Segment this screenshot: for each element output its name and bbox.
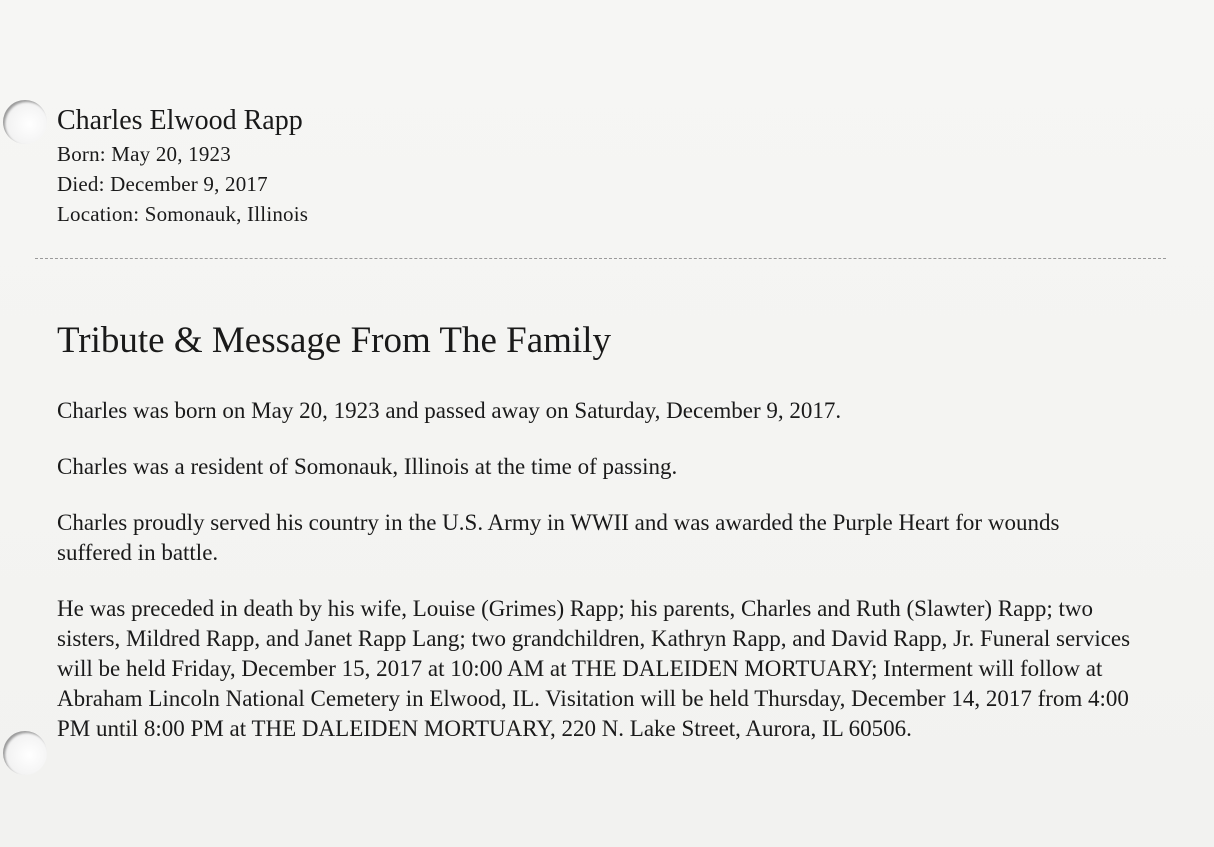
tribute-paragraph-birth: Charles was born on May 20, 1923 and passed away on Saturday, December 9, 2017.: [57, 398, 842, 423]
section-divider: [35, 258, 1166, 259]
tribute-paragraph-residence: Charles was a resident of Somonauk, Illinois at the time of passing.: [57, 454, 678, 479]
tribute-paragraph-family-services: He was preceded in death by his wife, Louise (Grimes) Rapp; his parents, Charles and Ruth (Slawter) Rapp; two sisters, Mildred Rapp, and Janet Rapp Lang; two grandchildren, Kathryn Rapp, and David Rapp, Jr. Funeral services will be held Friday, December 15, 2017 at 10:00 AM at THE DALEIDEN MORTUARY; Interment will follow at Abraham Lincoln National Cemetery in Elwood, IL. Visitation will be held Thursday, December 14, 2017 from 4:00 PM until 8:00 PM at THE DALEIDEN MORTUARY, 220 N. Lake Street, Aurora, IL 60506.: [57, 596, 1131, 741]
tribute-title: Tribute & Message From The Family: [57, 320, 611, 361]
died-date: Died: December 9, 2017: [57, 172, 268, 196]
deceased-name: Charles Elwood Rapp: [57, 105, 303, 136]
location: Location: Somonauk, Illinois: [57, 202, 309, 226]
punch-hole-top: [3, 100, 47, 144]
punch-hole-bottom: [3, 731, 47, 775]
obituary-header: [57, 103, 308, 229]
tribute-body: [57, 396, 1137, 770]
born-date: Born: May 20, 1923: [57, 142, 231, 166]
tribute-paragraph-service: Charles proudly served his country in the U.S. Army in WWII and was awarded the Purple Heart for wounds suffered in battle.: [57, 510, 1060, 565]
